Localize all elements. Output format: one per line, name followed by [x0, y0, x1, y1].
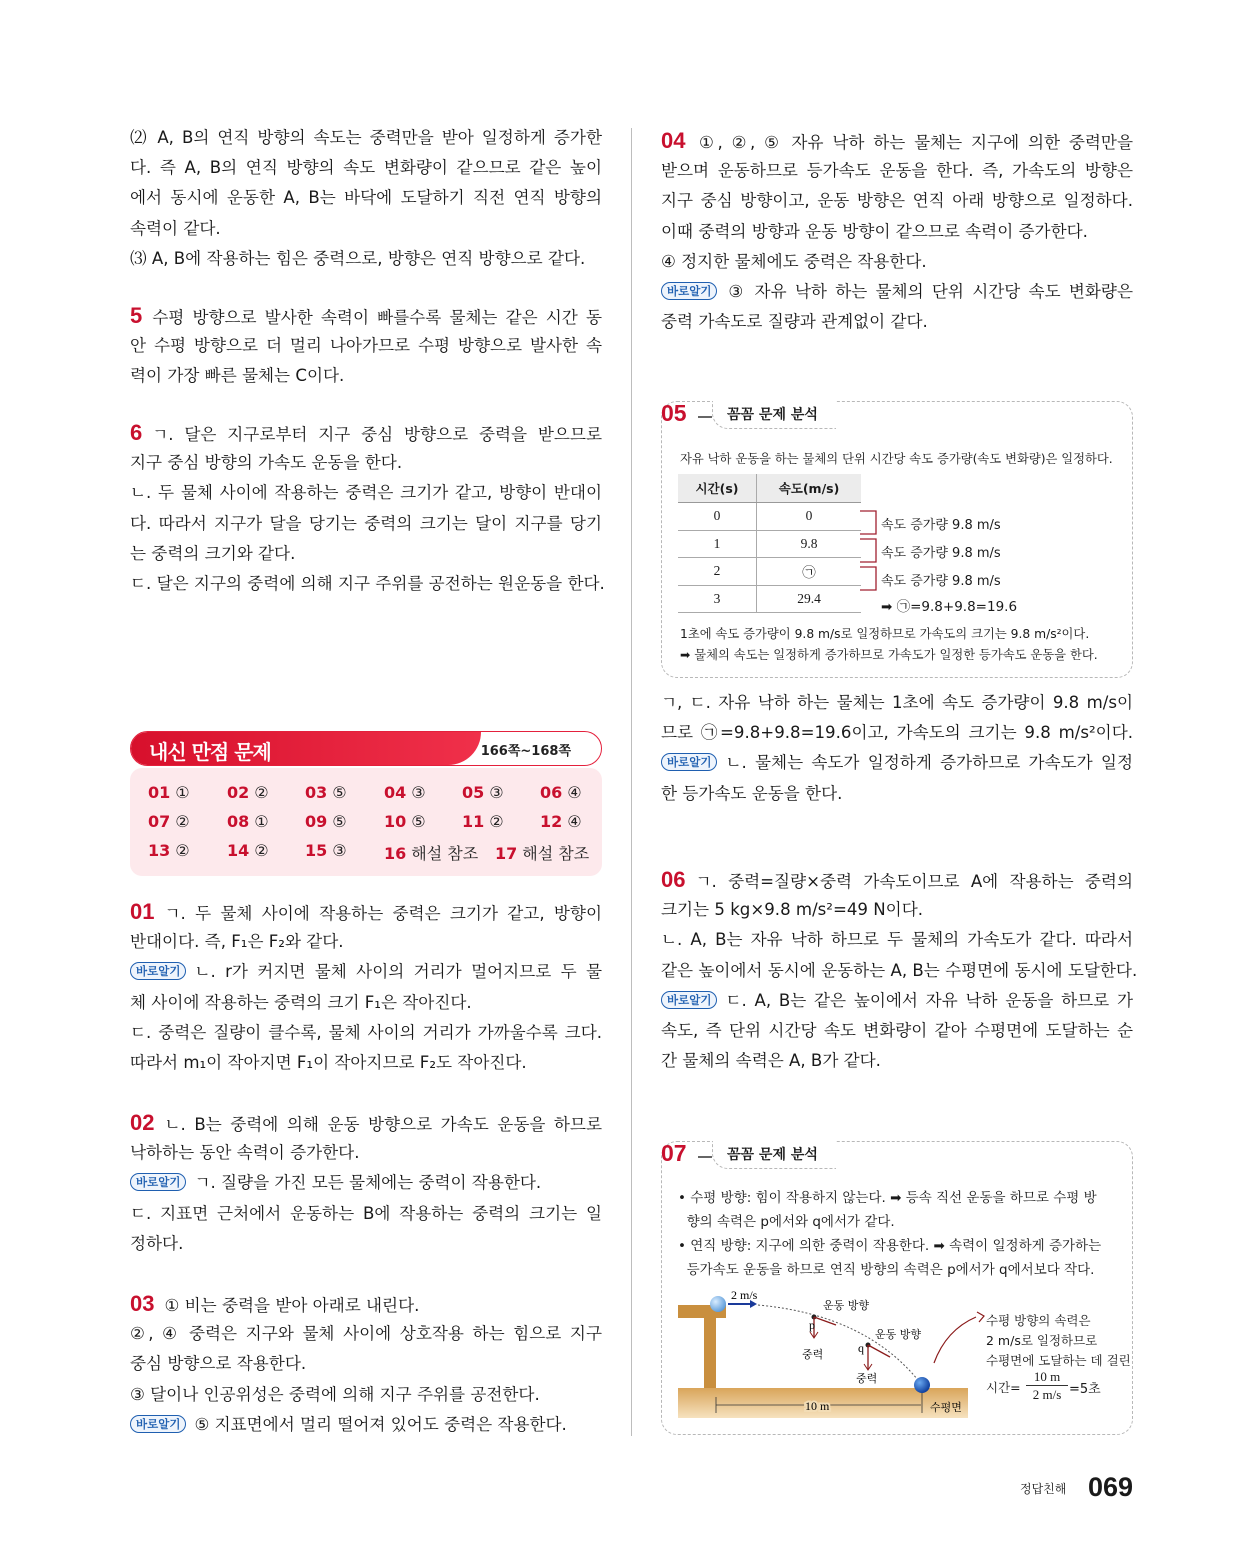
line-text: ㄷ. 지표면 근처에서 운동하는 B에 작용하는 중력의 크기는 일 [130, 1203, 602, 1223]
trajectory [758, 1305, 922, 1385]
text-line [661, 688, 1133, 718]
analysis-note: ➡ 물체의 속도는 일정하게 증가하므로 가속도가 일정한 등가속도 운동을 한다. [680, 648, 1098, 662]
line-text: ㄱ. 질량을 가진 모든 물체에는 중력이 작용한다. [194, 1173, 542, 1193]
diagram-explain: 수평면에 도달하는 데 걸린 [986, 1353, 1131, 1368]
answer-key-item [148, 812, 190, 831]
line-text: 므로 ㉠=9.8+9.8=19.6이고, 가속도의 크기는 9.8 m/s²이다. [661, 723, 1133, 743]
distance-label: 10 m [805, 1399, 830, 1413]
question-number: 06 [661, 867, 686, 892]
banner-title: 내신 만점 문제 [149, 740, 271, 764]
question-number: 02 [130, 1110, 155, 1135]
line-text: ㄴ. r가 커지면 물체 사이의 거리가 멀어지므로 두 물 [194, 962, 602, 982]
text-line [130, 1410, 602, 1440]
line-text: 낙하하는 동안 속력이 증가한다. [130, 1143, 360, 1163]
table-row [678, 558, 861, 586]
answer-key-item [540, 783, 582, 802]
line-text: 다. 따라서 지구가 달을 당기는 중력의 크기는 달이 지구를 당기 [130, 513, 602, 533]
table-cell: 9.8 [757, 530, 862, 558]
projectile-diagram [678, 1285, 978, 1425]
line-text: 이때 중력의 방향과 운동 방향이 같으므로 속력이 증가한다. [661, 221, 1088, 241]
answer-choice: ⑤ [332, 812, 347, 831]
answer-number: 16 [384, 844, 407, 863]
line-text: 간 물체의 속력은 A, B가 같다. [661, 1051, 881, 1071]
line-text: ③ 자유 낙하 하는 물체의 단위 시간당 속도 변화량은 [725, 281, 1133, 301]
fraction-denominator: 2 m/s [1032, 1387, 1062, 1402]
answer-number: 07 [148, 812, 171, 831]
text-line [661, 956, 1138, 986]
answer-block-06 [661, 865, 1138, 1076]
question-number-07: 07 [661, 1140, 687, 1166]
line-text: 수평 방향으로 발사한 속력이 빠를수록 물체는 같은 시간 동 [152, 308, 602, 327]
table-cell: 0 [757, 503, 862, 531]
answer-number: 13 [148, 841, 171, 860]
diagram-explain: 2 m/s로 일정하므로 [986, 1333, 1098, 1348]
line-text: ②, ④ 중력은 지구와 물체 사이에 상호작용 하는 힘으로 지구 [130, 1324, 602, 1344]
line-text: 정하다. [130, 1233, 184, 1253]
answer-key-item [227, 812, 269, 831]
answer-choice: ② [254, 783, 269, 802]
table-cell: 3 [678, 585, 757, 613]
line-text: ㄱ. 두 물체 사이에 작용하는 중력은 크기가 같고, 방향이 [164, 904, 602, 923]
line-text: ㄱ. 중력=질량×중력 가속도이므로 A에 작용하는 중력의 [695, 872, 1133, 891]
gravity-label: 중력 [802, 1348, 824, 1361]
answer-block-03 [130, 1289, 602, 1440]
text-line [130, 153, 602, 183]
answer-number: 08 [227, 812, 250, 831]
line-text: ⑶ A, B에 작용하는 힘은 중력으로, 방향은 연직 방향으로 같다. [130, 248, 586, 268]
text-line [130, 1138, 602, 1168]
text-line [661, 1016, 1133, 1046]
analysis-tab-label: 꼼꼼 문제 분석 [712, 401, 836, 429]
correction-badge: 바로알기 [130, 962, 186, 980]
question-number: 5 [130, 303, 143, 328]
velocity-table [678, 474, 861, 613]
question-number-05: 05 [661, 400, 687, 426]
answer-block-5 [130, 301, 602, 392]
analysis-bullet: 향의 속력은 p에서와 q에서가 같다. [678, 1214, 895, 1230]
answer-choice: ③ [411, 783, 426, 802]
question-number: 6 [130, 420, 143, 445]
connector-line [698, 1156, 712, 1158]
banner-pages: 166쪽~168쪽 [480, 744, 571, 759]
explain-arrow [934, 1317, 976, 1363]
text-line [130, 1229, 602, 1259]
text-line [130, 927, 602, 957]
answer-key-item [148, 783, 190, 802]
answer-key-item [305, 841, 347, 860]
table-cell: 1 [678, 530, 757, 558]
correction-badge: 바로알기 [661, 991, 717, 1009]
increment-label: 속도 증가량 9.8 m/s [881, 574, 1001, 589]
answer-number: 05 [462, 783, 485, 802]
answer-key-item [305, 783, 347, 802]
text-line [130, 244, 602, 274]
text-line [661, 748, 1133, 778]
line-text: 같은 높이에서 동시에 운동하는 A, B는 수평면에 동시에 도달한다. [661, 960, 1138, 980]
text-line [130, 448, 602, 478]
point-p-label: p [809, 1318, 815, 1332]
answer-choice: ④ [567, 783, 582, 802]
text-line [130, 957, 602, 987]
gravity-label: 중력 [856, 1372, 878, 1385]
line-text: ① 비는 중력을 받아 아래로 내린다. [164, 1296, 420, 1315]
answer-block-01 [130, 897, 602, 1078]
line-text: 는 중력의 크기와 같다. [130, 543, 296, 563]
answer-key-item [462, 783, 504, 802]
text-line [661, 277, 1133, 307]
line-text: ㄴ. 물체는 속도가 일정하게 증가하므로 가속도가 일정 [725, 753, 1133, 773]
answer-key-item [462, 812, 504, 831]
answer-number: 12 [540, 812, 563, 831]
text-line [130, 1048, 602, 1078]
answer-key-item [495, 841, 589, 864]
answer-choice: 해설 참조 [411, 844, 479, 863]
correction-badge: 바로알기 [661, 282, 717, 300]
motion-arrow [868, 1345, 890, 1357]
answer-number: 02 [227, 783, 250, 802]
line-text: 속도, 즉 단위 시간당 속도 변화량이 같아 수평면에 도달하는 순 [661, 1020, 1133, 1040]
table-cell: 2 [678, 558, 757, 586]
line-text: ⑵ A, B의 연직 방향의 속도는 중력만을 받아 일정하게 증가한 [130, 128, 602, 147]
table-cell: ㉠ [757, 558, 862, 586]
text-line [661, 156, 1133, 186]
question-number: 03 [130, 1291, 155, 1316]
line-text: 크기는 5 kg×9.8 m/s²=49 N이다. [661, 900, 923, 920]
text-line [130, 478, 602, 508]
time-label: 시간= [986, 1380, 1021, 1395]
analysis-note: 1초에 속도 증가량이 9.8 m/s로 일정하므로 가속도의 크기는 9.8 m/s²이다. [680, 627, 1090, 641]
table-header: 속도(m/s) [757, 474, 862, 503]
answer-number: 09 [305, 812, 328, 831]
correction-badge: 바로알기 [130, 1415, 186, 1433]
increment-brackets [858, 505, 880, 600]
text-line [130, 1319, 602, 1349]
line-text: 력이 가장 빠른 물체는 C이다. [130, 366, 345, 386]
text-line [661, 865, 1133, 895]
answer-number: 14 [227, 841, 250, 860]
line-text: ㄴ. B는 중력에 의해 운동 방향으로 가속도 운동을 하므로 [164, 1115, 602, 1134]
answer-number: 06 [540, 783, 563, 802]
analysis-bullet: • 수평 방향: 힘이 작용하지 않는다. ➡ 등속 직선 운동을 하므로 수평 방 [678, 1190, 1097, 1206]
answer-choice: ③ [332, 841, 347, 860]
column-divider [631, 128, 632, 1436]
text-line [130, 897, 602, 927]
text-line [130, 1380, 602, 1410]
answer-block-prev-2-3 [130, 123, 602, 274]
page-number: 069 [1088, 1472, 1134, 1502]
line-text: 한 등가속도 운동을 한다. [661, 783, 843, 803]
text-line [130, 1168, 602, 1198]
line-text: ㄱ. 달은 지구로부터 지구 중심 방향으로 중력을 받으므로 [152, 425, 602, 444]
text-line [661, 247, 1133, 277]
fraction-numerator: 10 m [1026, 1369, 1068, 1386]
text-line [130, 1108, 602, 1138]
increment-result: ➡ ㉠=9.8+9.8=19.6 [881, 599, 1018, 615]
table-row [678, 585, 861, 613]
text-line [661, 986, 1133, 1016]
answer-choice: ⑤ [332, 783, 347, 802]
text-line [130, 418, 602, 448]
diagram-explain: 수평 방향의 속력은 [986, 1313, 1091, 1328]
text-line [130, 509, 602, 539]
text-line [130, 214, 602, 244]
text-line [661, 925, 1133, 955]
text-line [130, 539, 602, 569]
analysis-bullet: • 연직 방향: 지구에 의한 중력이 작용한다. ➡ 속력이 일정하게 증가하는 [678, 1238, 1102, 1254]
text-line [661, 718, 1133, 748]
time-result: =5초 [1069, 1382, 1101, 1397]
answer-choice: 해설 참조 [522, 844, 590, 863]
table-leg [704, 1318, 716, 1388]
motion-direction-label: 운동 방향 [875, 1328, 922, 1341]
analysis-tab-label: 꼼꼼 문제 분석 [712, 1141, 836, 1169]
answer-number: 11 [462, 812, 485, 831]
table-row [678, 530, 861, 558]
answer-choice: ① [175, 783, 190, 802]
answer-block-04 [661, 126, 1133, 337]
answer-choice: ② [489, 812, 504, 831]
line-text: 따라서 m₁이 작아지면 F₁이 작아지므로 F₂도 작아진다. [130, 1052, 527, 1072]
answer-choice: ③ [489, 783, 504, 802]
text-line [130, 183, 602, 213]
line-text: ④ 정지한 물체에도 중력은 작용한다. [661, 251, 927, 271]
line-text: 다. 즉 A, B의 연직 방향의 속도 변화량이 같으므로 같은 높이 [130, 158, 602, 178]
line-text: 반대이다. 즉, F₁은 F₂와 같다. [130, 932, 344, 952]
speed-label: 2 m/s [731, 1288, 758, 1302]
text-line [661, 126, 1133, 156]
ground-label: 수평면 [930, 1401, 962, 1414]
correction-badge: 바로알기 [661, 753, 717, 771]
increment-label: 속도 증가량 9.8 m/s [881, 546, 1001, 561]
answer-number: 04 [384, 783, 407, 802]
line-text: 에서 동시에 운동한 A, B는 바닥에 도달하기 직전 연직 방향의 [130, 188, 602, 208]
increment-label: 속도 증가량 9.8 m/s [881, 518, 1001, 533]
answer-block-02 [130, 1108, 602, 1259]
answer-key-item [227, 783, 269, 802]
text-line [130, 1349, 602, 1379]
answer-key-item [227, 841, 269, 860]
line-text: ㄷ. 달은 지구의 중력에 의해 지구 주위를 공전하는 원운동을 한다. [130, 573, 605, 593]
text-line [130, 301, 602, 331]
line-text: 지구 중심 방향이고, 운동 방향은 연직 아래 방향으로 일정하다. [661, 191, 1133, 211]
answer-choice: ① [254, 812, 269, 831]
ball-start [710, 1296, 726, 1312]
text-line [130, 1018, 602, 1048]
answer-choice: ② [175, 841, 190, 860]
answer-block-05 [661, 688, 1133, 809]
answer-block-6 [130, 418, 605, 599]
line-text: 속력이 같다. [130, 218, 221, 238]
text-line [130, 569, 605, 599]
answer-number: 17 [495, 844, 518, 863]
line-text: 지구 중심 방향의 가속도 운동을 한다. [130, 453, 403, 473]
text-line [661, 217, 1133, 247]
answer-choice: ④ [567, 812, 582, 831]
line-text: ㄷ. 중력은 질량이 클수록, 물체 사이의 거리가 가까울수록 크다. [130, 1022, 602, 1042]
answer-key-item [384, 841, 478, 864]
answer-number: 01 [148, 783, 171, 802]
line-text: ⑤ 지표면에서 멀리 떨어져 있어도 중력은 작용한다. [194, 1414, 567, 1434]
text-line [130, 988, 602, 1018]
answer-key-item [540, 812, 582, 831]
line-text: ㄱ, ㄷ. 자유 낙하 하는 물체는 1초에 속도 증가량이 9.8 m/s이 [661, 693, 1133, 712]
analysis-bullet: 등가속도 운동을 하므로 연직 방향의 속력은 p에서가 q에서보다 작다. [678, 1262, 1095, 1278]
footer-label: 정답친해 [1020, 1482, 1067, 1496]
text-line [661, 186, 1133, 216]
answer-number: 03 [305, 783, 328, 802]
point-q-label: q [858, 1341, 864, 1355]
text-line [130, 123, 602, 153]
answer-key-item [148, 841, 190, 860]
answer-number: 10 [384, 812, 407, 831]
text-line [130, 361, 602, 391]
text-line [661, 1046, 1133, 1076]
line-text: 안 수평 방향으로 더 멀리 나아가므로 수평 방향으로 발사한 속 [130, 336, 602, 356]
line-text: 중심 방향으로 작용한다. [130, 1354, 307, 1374]
motion-direction-label: 운동 방향 [823, 1299, 870, 1312]
answer-choice: ② [254, 841, 269, 860]
section-banner [130, 731, 602, 766]
text-line [130, 1199, 602, 1229]
answer-number: 15 [305, 841, 328, 860]
text-line [661, 895, 1133, 925]
table-header: 시간(s) [678, 474, 757, 503]
table-row [678, 503, 861, 531]
text-line [661, 779, 1133, 809]
line-text: ①, ②, ⑤ 자유 낙하 하는 물체는 지구에 의한 중력만을 [695, 133, 1133, 152]
connector-line [698, 416, 712, 418]
question-number: 04 [661, 128, 686, 153]
ball-end [914, 1377, 930, 1393]
answer-key-item [384, 783, 426, 802]
table-cell: 29.4 [757, 585, 862, 613]
text-line [130, 331, 602, 361]
answer-key-item [305, 812, 347, 831]
answer-choice: ② [175, 812, 190, 831]
answer-key-item [384, 812, 426, 831]
correction-badge: 바로알기 [130, 1173, 186, 1191]
line-text: ㄴ. 두 물체 사이에 작용하는 중력은 크기가 같고, 방향이 반대이 [130, 483, 602, 503]
table-cell: 0 [678, 503, 757, 531]
line-text: 받으며 운동하므로 등가속도 운동을 한다. 즉, 가속도의 방향은 [661, 161, 1133, 181]
line-text: ㄴ. A, B는 자유 낙하 하므로 두 물체의 가속도가 같다. 따라서 [661, 930, 1133, 950]
analysis-intro: 자유 낙하 운동을 하는 물체의 단위 시간당 속도 증가량(속도 변화량)은 일정하다. [680, 452, 1113, 466]
line-text: ③ 달이나 인공위성은 중력에 의해 지구 주위를 공전한다. [130, 1384, 540, 1404]
line-text: 중력 가속도로 질량과 관계없이 같다. [661, 312, 928, 332]
text-line [130, 1289, 602, 1319]
answer-choice: ⑤ [411, 812, 426, 831]
text-line [661, 307, 1133, 337]
question-number: 01 [130, 899, 155, 924]
line-text: 체 사이에 작용하는 중력의 크기 F₁은 작아진다. [130, 992, 472, 1012]
line-text: ㄷ. A, B는 같은 높이에서 자유 낙하 운동을 하므로 가 [725, 990, 1133, 1010]
